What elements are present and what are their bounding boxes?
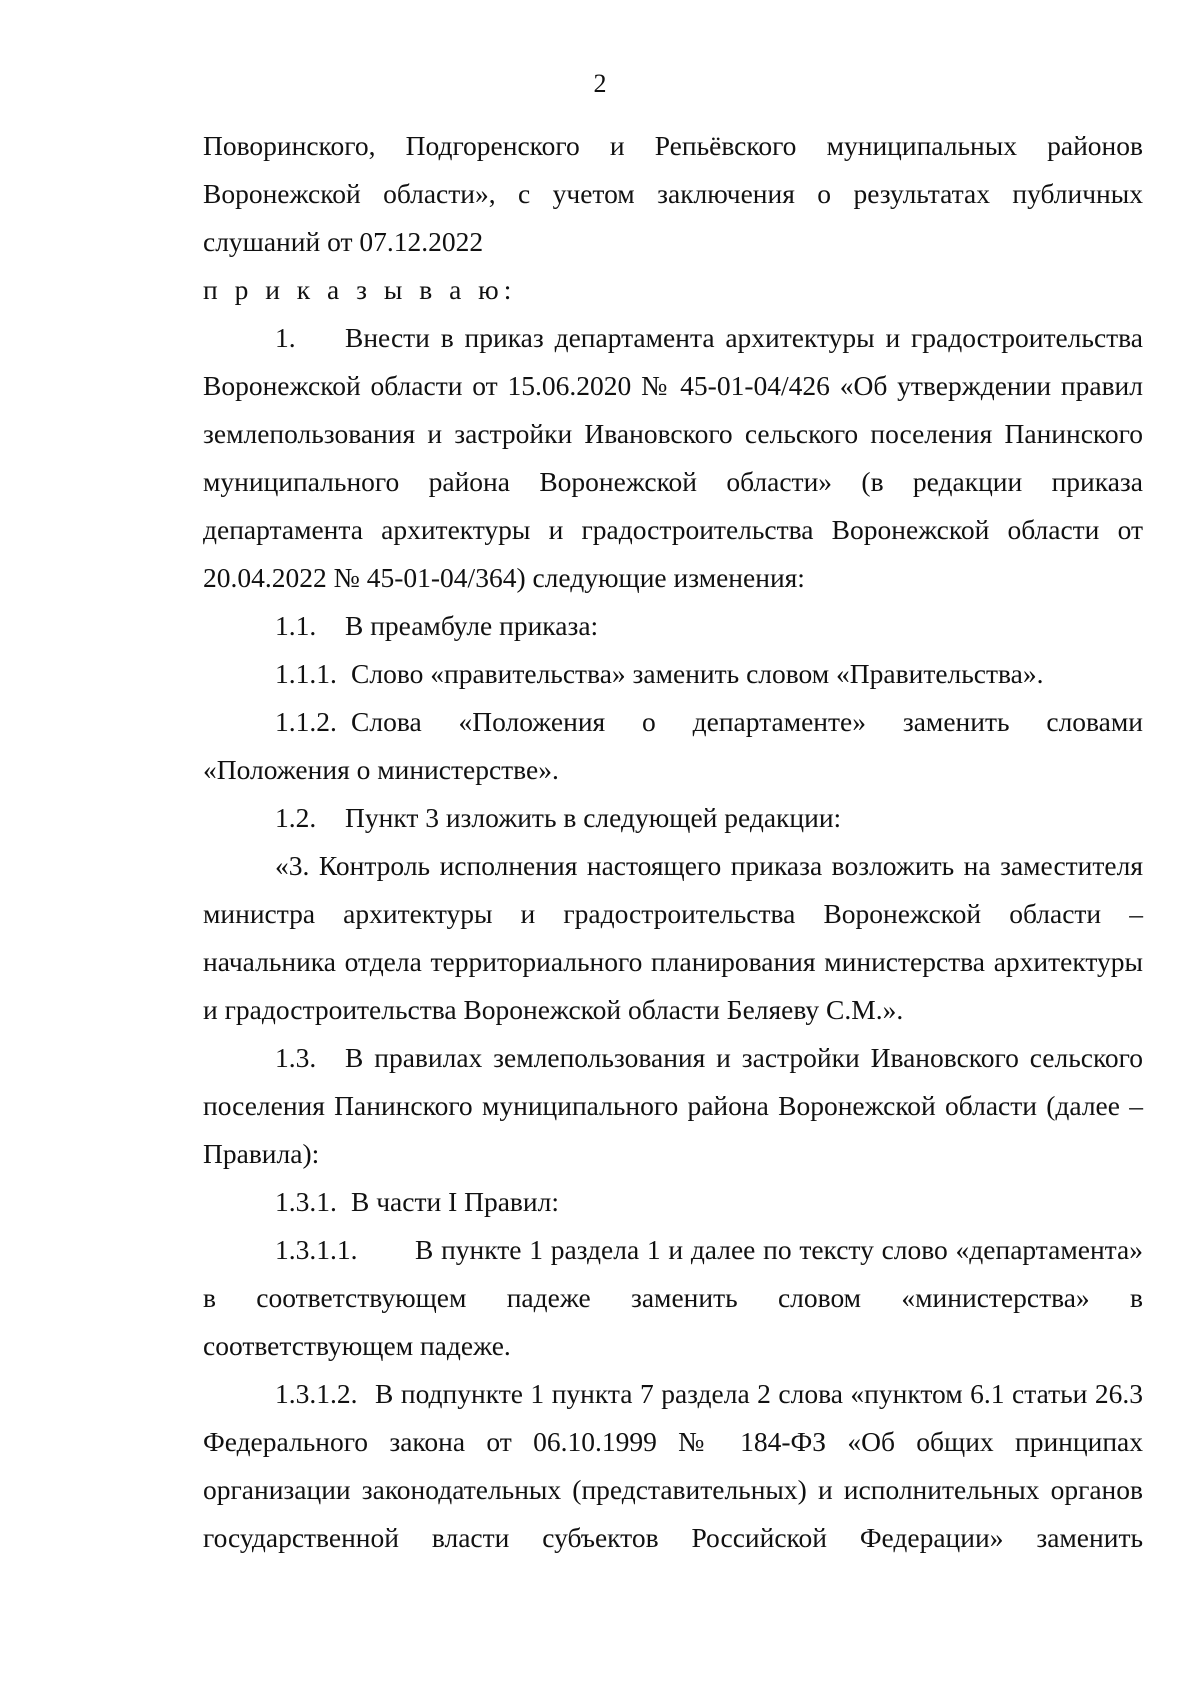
item-text: Внести в приказ департамента архитектуры и градостроительства Воронежской области от 15.06.2020 № 45-01-04/426 «Об утверждении правил землепользования и застройки Ивановского сельского поселения Панинского муниципального района Воронежской области» (в редакции приказа департамента архитектуры и градостроительства Воронежской области от 20.04.2022 № 45-01-04/364) следующие изменения:: [203, 322, 1143, 593]
item-number: 1.: [275, 322, 296, 353]
item-text: В подпункте 1 пункта 7 раздела 2 слова «пунктом 6.1 статьи 26.3 Федерального закона от 06.10.1999 № 184-ФЗ «Об общих принципах организации законодательных (представительных) и исполнительных органов государственной власти субъектов Российской Федерации» заменить: [203, 1378, 1143, 1553]
item-text: В части I Правил:: [351, 1186, 559, 1217]
item-number: 1.3.1.2.: [275, 1378, 358, 1409]
document-body: [203, 122, 1143, 1562]
paragraph-item-1-3-1-1: [203, 1226, 1143, 1370]
paragraph-item-1-3-1: [203, 1178, 1143, 1226]
paragraph-item-1-1-2: [203, 698, 1143, 794]
paragraph-item-1-1-1: [203, 650, 1143, 698]
paragraph-item-1-3: [203, 1034, 1143, 1178]
item-number: 1.2.: [275, 802, 317, 833]
paragraph-item-1-1: [203, 602, 1143, 650]
paragraph-item-3-quote: «3. Контроль исполнения настоящего приказа возложить на заместителя министра архитектуры и градостроительства Воронежской области – начальника отдела территориального планирования министерства архитектуры и градостроительства Воронежской области Беляеву С.М.».: [203, 850, 1143, 1025]
item-text: В правилах землепользования и застройки Ивановского сельского поселения Панинского муниципального района Воронежской области (далее – Правила):: [203, 1042, 1143, 1169]
page-number: 2: [593, 69, 607, 98]
paragraph-item-1-3-1-2: [203, 1370, 1143, 1562]
item-text: Слово «правительства» заменить словом «Правительства».: [351, 658, 1044, 689]
paragraph-preamble-continuation: Поворинского, Подгоренского и Репьёвского муниципальных районов Воронежской области», с учетом заключения о результатах публичных слушаний от 07.12.2022: [203, 130, 1143, 257]
paragraph-item-1: [203, 314, 1143, 602]
item-text: Слова «Положения о департаменте» заменить словами «Положения о министерстве».: [203, 706, 1143, 785]
paragraph-order-word: п р и к а з ы в а ю:: [203, 274, 517, 305]
paragraph-item-1-2: [203, 794, 1143, 842]
item-number: 1.3.: [275, 1042, 317, 1073]
item-number: 1.1.: [275, 610, 317, 641]
item-text: В преамбуле приказа:: [345, 610, 599, 641]
item-number: 1.1.1.: [275, 658, 337, 689]
item-text: В пункте 1 раздела 1 и далее по тексту слово «департамента» в соответствующем падеже заменить словом «министерства» в соответствующем падеже.: [203, 1234, 1143, 1361]
item-number: 1.3.1.: [275, 1186, 337, 1217]
item-number: 1.1.2.: [275, 706, 337, 737]
item-number: 1.3.1.1.: [275, 1234, 358, 1265]
item-text: Пункт 3 изложить в следующей редакции:: [345, 802, 842, 833]
